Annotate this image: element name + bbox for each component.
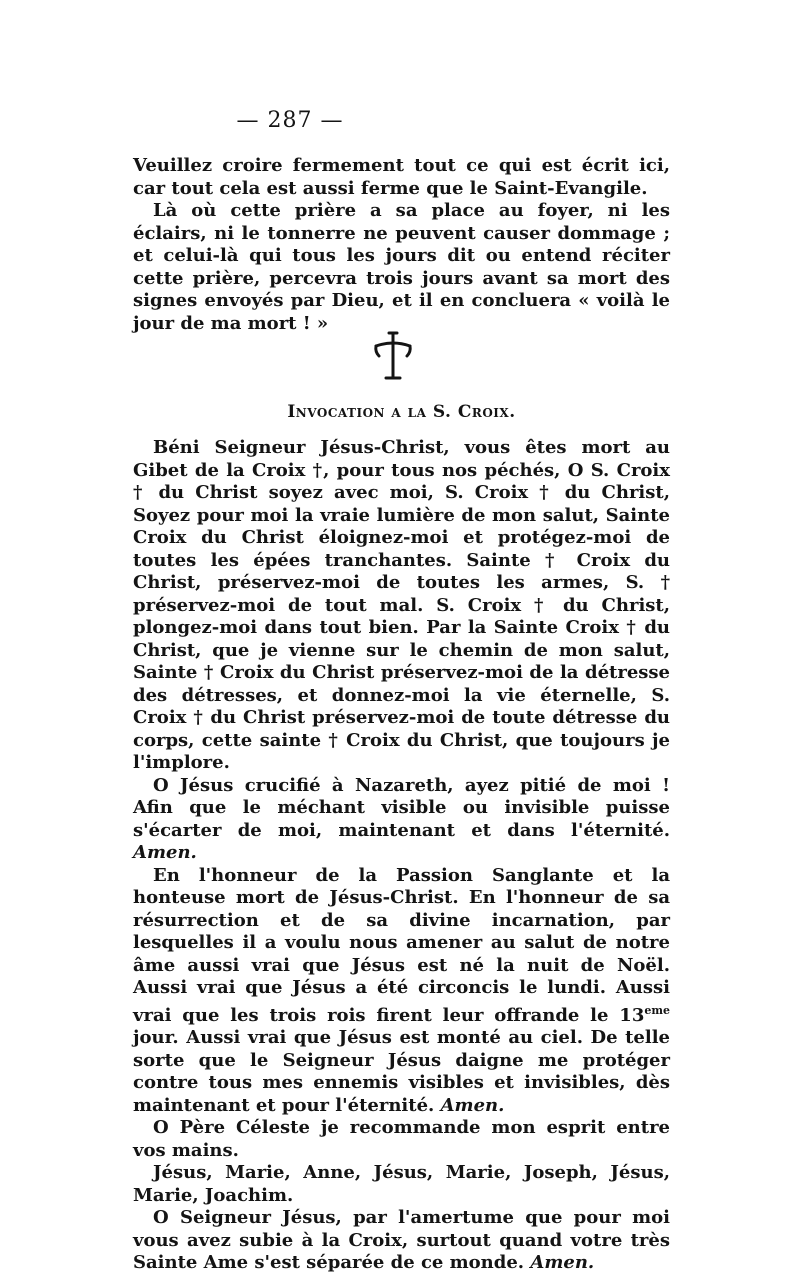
paragraph-faith: Veuillez croire fermement tout ce qui est écrit ici, car tout cela est aussi ferme que le Saint-Evangile. [133, 155, 670, 199]
page-number: — 287 — [236, 108, 344, 133]
paragraph-heavenly-father: O Père Céleste je recommande mon esprit entre vos mains. [133, 1117, 670, 1161]
paragraph-invocation: Béni Seigneur Jésus-Christ, vous êtes mort au Gibet de la Croix †, pour tous nos péchés, O S. Croix † du Christ soyez avec moi, S. Croix † du Christ, Soyez pour moi la vraie lumière de mon salut, Sainte Croix du Christ éloignez-moi et protégez-moi de toutes les épées tranchantes. Sainte † Croix du Christ, préservez-moi de toutes les armes, S. † préservez-moi de tout mal. S. Croix † du Christ, plongez-moi dans tout bien. Par la Sainte Croix † du Christ, que je vienne sur le chemin de mon salut, Sainte † Croix du Christ préservez-moi de la détresse des détresses, et donnez-moi la vie éternelle, S. Croix † du Christ préservez-moi de toute détresse du corps, cette sainte † Croix du Christ, que toujours je l'implore. [133, 437, 670, 773]
amen-text: Amen. [440, 1094, 505, 1116]
invocation-title: Invocation a la S. Croix. [287, 402, 516, 422]
paragraph-jesus-crucified: O Jésus crucifié à Nazareth, ayez pitié de moi ! Afin que le méchant visible ou invisible puisse s'écarter de moi, maintenant et dans l'éternité. Amen. [133, 774, 670, 863]
paragraph-prayer-protection: Là où cette prière a sa place au foyer, ni les éclairs, ni le tonnerre ne peuvent causer dommage ; et celui-là qui tous les jours dit ou entend réciter cette prière, percevra trois jours avant sa mort des signes envoyés par Dieu, et il en concluera « voilà le jour de ma mort ! » [133, 200, 670, 334]
top-section [133, 155, 670, 335]
paragraph-passion: En l'honneur de la Passion Sanglante et la honteuse mort de Jésus-Christ. En l'honneur de sa résurrection et de sa divine incarnation, par lesquelles il a voulu nous amener au salut de notre âme aussi vrai que Jésus est né la nuit de Noël. Aussi vrai que Jésus a été circoncis le lundi. Aussi vrai que les trois rois firent leur offrande le 13eme jour. Aussi vrai que Jésus est monté au ciel. De telle sorte que le Seigneur Jésus daigne me protéger contre tous mes ennemis visibles et invisibles, dès maintenant et pour l'éternité. Amen. [133, 864, 670, 1116]
invocation-text [133, 437, 670, 1275]
cross-ornament-icon [372, 330, 414, 382]
paragraph-lord-jesus: O Seigneur Jésus, par l'amertume que pour moi vous avez subie à la Croix, surtout quand votre très Sainte Ame s'est séparée de ce monde. Amen. [133, 1207, 670, 1273]
superscript-eme: eme [644, 1003, 670, 1017]
amen-text: Amen. [530, 1252, 595, 1273]
paragraph-holy-names: Jésus, Marie, Anne, Jésus, Marie, Joseph, Jésus, Marie, Joachim. [133, 1162, 670, 1206]
amen-text: Amen. [133, 842, 197, 863]
